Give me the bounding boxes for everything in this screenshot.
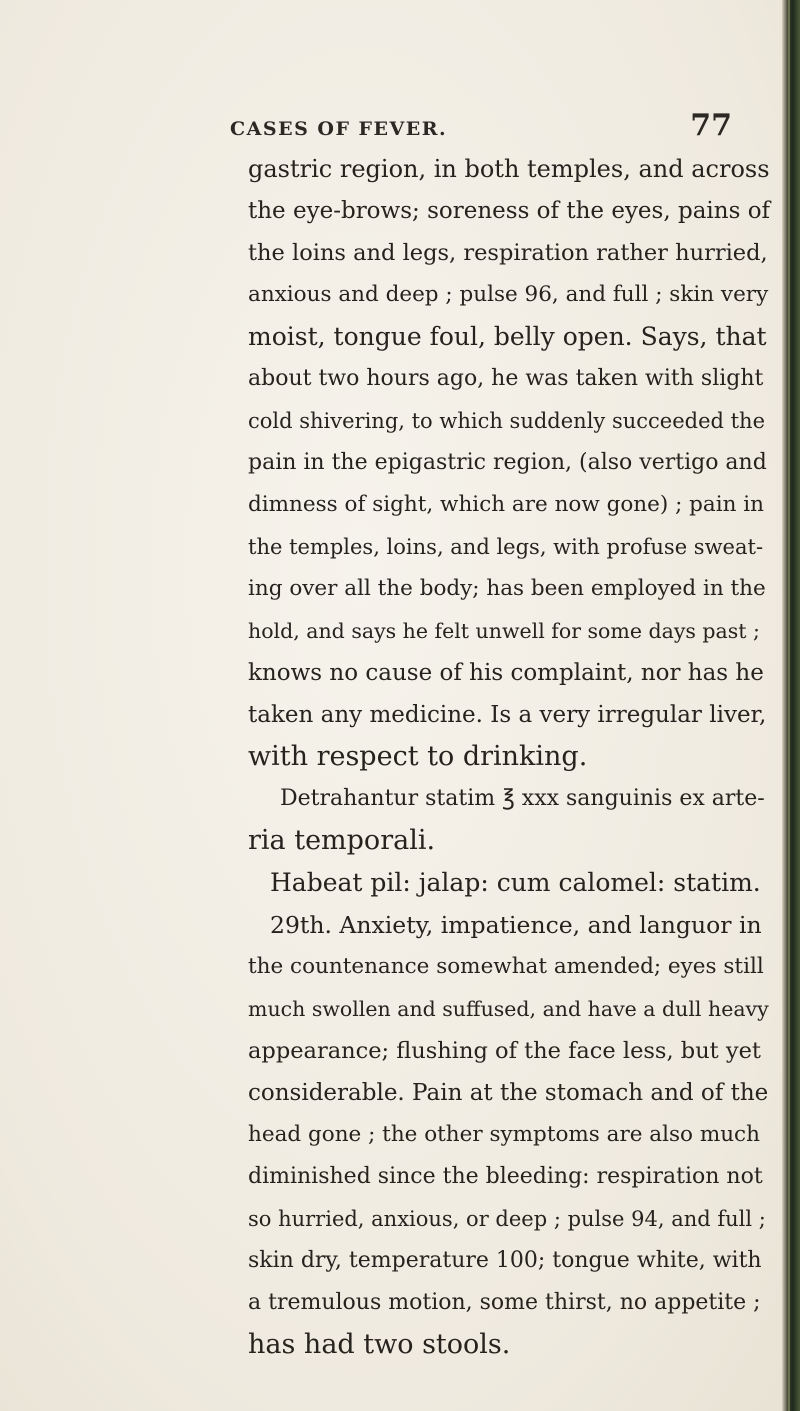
text-line: a tremulous motion, some thirst, no appetite ; — [248, 1290, 761, 1315]
text-line: anxious and deep ; pulse 96, and full ; skin very — [248, 282, 769, 307]
text-line: knows no cause of his complaint, nor has he — [248, 660, 764, 686]
text-line: the temples, loins, and legs, with profuse sweat- — [248, 535, 764, 559]
text-line: much swollen and suffused, and have a dull heavy — [248, 997, 769, 1021]
text-line: considerable. Pain at the stomach and of the — [248, 1080, 769, 1106]
text-line: so hurried, anxious, or deep ; pulse 94, and full ; — [248, 1207, 766, 1231]
page-header — [220, 108, 760, 152]
text-line: the loins and legs, respiration rather hurried, — [248, 240, 768, 266]
text-line: hold, and says he felt unwell for some days past ; — [248, 619, 760, 643]
text-line: Habeat pil: jalap: cum calomel: statim. — [270, 868, 761, 897]
text-line: taken any medicine. Is a very irregular liver, — [248, 702, 767, 728]
text-line: about two hours ago, he was taken with slight — [248, 366, 764, 391]
text-line: dimness of sight, which are now gone) ; pain in — [248, 492, 765, 517]
page-number: 77 — [690, 108, 732, 143]
text-line: Detrahantur statim ℥ xxx sanguinis ex arte- — [280, 786, 765, 811]
text-line: diminished since the bleeding: respiration not — [248, 1164, 763, 1189]
text-line: ing over all the body; has been employed in the — [248, 576, 766, 601]
text-line: head gone ; the other symptoms are also much — [248, 1122, 760, 1147]
text-line: the countenance somewhat amended; eyes still — [248, 954, 764, 979]
text-line: gastric region, in both temples, and across — [248, 155, 770, 183]
text-line: ria temporali. — [248, 825, 436, 856]
text-line: pain in the epigastric region, (also vertigo and — [248, 450, 767, 475]
text-line: moist, tongue foul, belly open. Says, that — [248, 322, 767, 351]
text-line: skin dry, temperature 100; tongue white, with — [248, 1248, 762, 1273]
text-line: with respect to drinking. — [248, 741, 588, 772]
text-line: has had two stools. — [248, 1329, 511, 1360]
text-line: appearance; flushing of the face less, but yet — [248, 1038, 761, 1064]
text-line: the eye-brows; soreness of the eyes, pains of — [248, 198, 771, 224]
text-line: cold shivering, to which suddenly succeeded the — [248, 409, 766, 433]
text-line: 29th. Anxiety, impatience, and languor in — [270, 911, 762, 939]
book-spine-edge — [782, 0, 800, 1411]
running-head: CASES OF FEVER. — [230, 118, 448, 140]
